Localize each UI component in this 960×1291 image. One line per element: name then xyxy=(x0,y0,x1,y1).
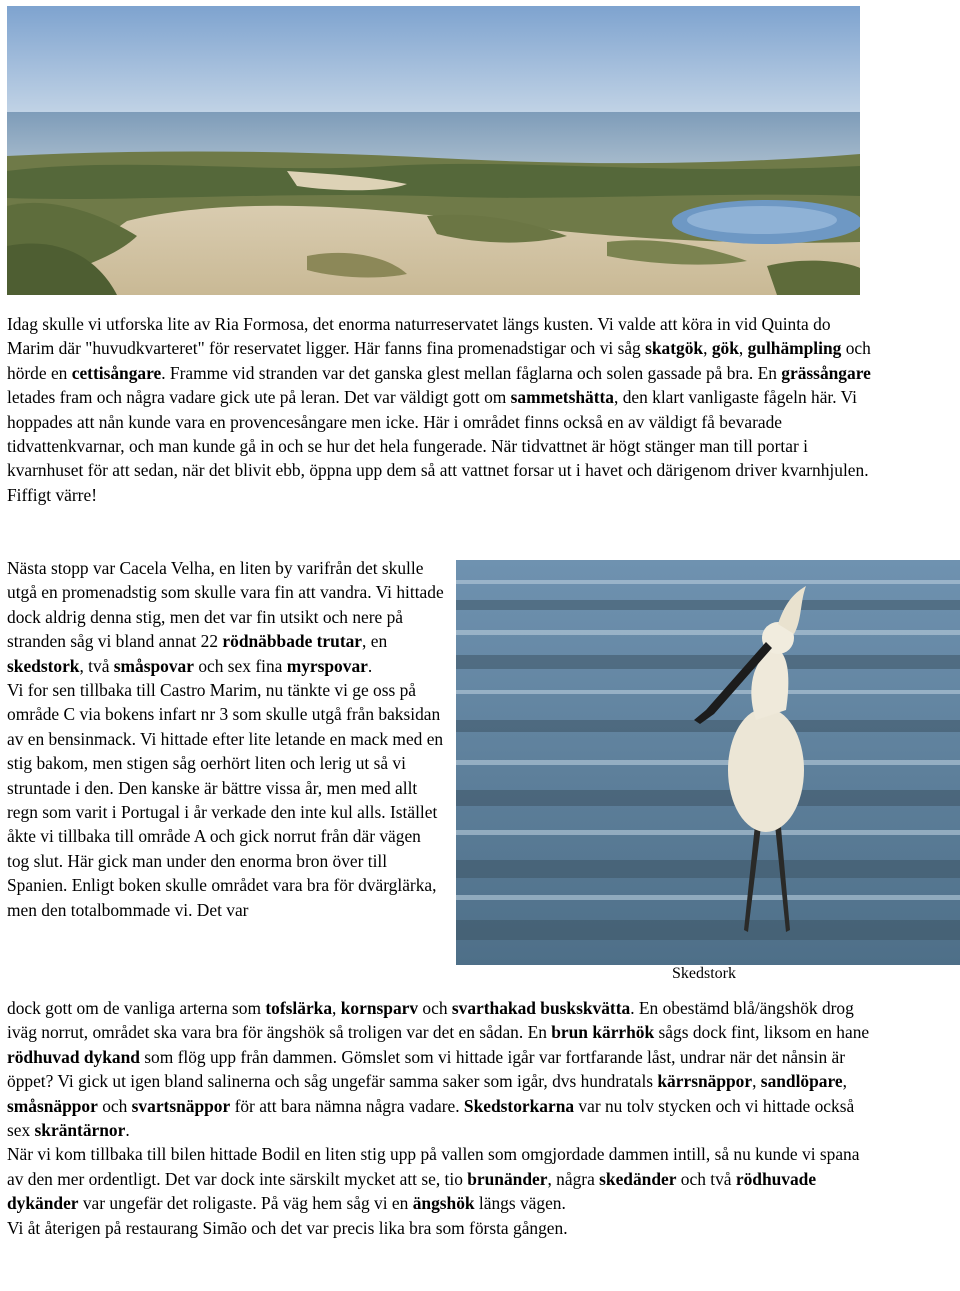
bird-species-name: sandlöpare xyxy=(760,1071,843,1092)
bird-species-name: rödhuvad dykand xyxy=(7,1046,140,1067)
paragraph-quinta-do-marim xyxy=(7,312,877,507)
bird-species-name: brunänder xyxy=(467,1168,548,1189)
bird-species-name: skräntärnor xyxy=(34,1120,126,1141)
text-run: , xyxy=(738,338,748,359)
bird-species-name: rödhuvade dykänder xyxy=(7,1168,817,1214)
text-run: dock gott om de vanliga arterna som xyxy=(7,998,266,1018)
bird-species-name: sammetshätta xyxy=(510,387,614,408)
text-run: och hörde en xyxy=(7,338,871,383)
bird-species-name: skatgök xyxy=(645,338,704,359)
text-run: När vi kom tillbaka till bilen hittade Bodil en liten stig upp på vallen som omgjordade dammen intill, så nu kunde vi spana av den mer ordentligt. Det var dock inte särskilt mycket att se, tio xyxy=(7,1144,860,1189)
text-run: för att bara nämna några vadare. xyxy=(230,1095,464,1116)
text-run: , xyxy=(752,1071,761,1092)
bird-species-name: svarthakad buskskvätta xyxy=(451,998,631,1018)
text-run: , xyxy=(842,1071,847,1092)
text-run: , några xyxy=(547,1168,600,1189)
bird-species-name: skedstork xyxy=(7,655,80,676)
text-run: , xyxy=(332,998,341,1018)
text-run: sågs dock fint, liksom en hane xyxy=(654,1022,870,1043)
paragraph-cacela-velha xyxy=(7,556,445,922)
text-run: , två xyxy=(79,655,114,676)
text-run: . xyxy=(367,655,373,676)
landscape-photo xyxy=(7,6,860,295)
bird-species-name: tofslärka xyxy=(265,998,333,1018)
text-run: Nästa stopp var Cacela Velha, en liten by varifrån det skulle utgå en promenadstig som skulle vara fin att vandra. Vi hittade dock aldrig denna stig, men det var fin utsikt och nere på stranden såg vi bland annat 22 xyxy=(7,558,444,652)
text-run: och två xyxy=(676,1168,736,1189)
bird-species-name: grässångare xyxy=(781,362,871,383)
bird-species-name: svartsnäppor xyxy=(131,1095,231,1116)
bird-species-name: myrspovar xyxy=(286,655,368,676)
paragraph-castro-marim xyxy=(7,996,877,1240)
text-run: längs vägen. xyxy=(474,1193,566,1214)
bird-species-name: ängshök xyxy=(412,1193,475,1214)
text-run: Vi for sen tillbaka till Castro Marim, nu tänkte vi ge oss på område C via bokens infart nr 3 som skulle utgå från baksidan av en bensinmack. Vi hittade efter lite letande en mack med en stig bakom, men stigen såg oerhört liten och lerig ut så vi struntade i den. Den kanske är bättre vissa år, men med allt regn som varit i Portugal i år verkade den inte kul alls. Istället åkte vi tillbaka till område A och gick norrut från där vägen tog slut. Här gick man under den enorma bron över till Spanien. Enligt boken skulle området vara bra för dvärglärka, men den totalbommade vi. Det var xyxy=(7,680,444,920)
text-run: och xyxy=(418,998,452,1018)
bird-species-name: gulhämpling xyxy=(747,338,842,359)
text-run: . En obestämd blå/ängshök drog iväg norrut, området ska vara bra för ängshök så troligen var det en sådan. En xyxy=(7,998,854,1043)
text-run: . Framme vid stranden var det ganska glest mellan fåglarna och solen gassade på bra. En xyxy=(161,362,782,383)
text-run: och xyxy=(97,1095,132,1116)
text-run: , xyxy=(703,338,712,359)
bird-species-name: Skedstorkarna xyxy=(463,1095,575,1116)
bird-species-name: småsnäppor xyxy=(7,1095,98,1116)
text-run: , den klart vanligaste fågeln här. Vi hoppades att nån kunde vara en provencesångare men icke. Här i området finns också en av väldigt få bevarade tidvattenkvarnar, och man kunde gå in och se hur det hela fungerade. När tidvattnet är högt stänger man till portar i kvarnhuset för att sedan, när det blivit ebb, öppna upp dem så att vattnet forsar ut i havet och därigenom driver kvarnhjulen. Fiffigt värre! xyxy=(7,387,869,505)
text-run: och sex fina xyxy=(193,655,287,676)
bird-species-name: gök xyxy=(711,338,739,359)
text-run: var ungefär det roligaste. På väg hem såg vi en xyxy=(78,1193,413,1214)
text-run: Idag skulle vi utforska lite av Ria Formosa, det enorma naturreservatet längs kusten. Vi valde att köra in vid Quinta do Marim där "huvudkvarteret" för reservatet ligger. Här fanns fina promenadstigar och vi såg xyxy=(7,314,831,359)
text-run: var nu tolv stycken och vi hittade också sex xyxy=(7,1095,855,1141)
spoonbill-photo xyxy=(456,560,960,965)
bird-species-name: brun kärrhök xyxy=(551,1022,655,1043)
text-run: som flög upp från dammen. Gömslet som vi hittade igår var fortfarande låst, undrar när det nånsin är öppet? Vi gick ut igen bland salinerna och såg ungefär samma saker som igår, dvs hundratals xyxy=(7,1046,845,1092)
bird-species-name: skedänder xyxy=(599,1168,677,1189)
bird-species-name: kärrsnäppor xyxy=(657,1071,753,1092)
text-run: , en xyxy=(362,631,388,652)
text-run: Vi åt återigen på restaurang Simão och det var precis lika bra som första gången. xyxy=(7,1217,568,1238)
bird-species-name: småspovar xyxy=(113,655,194,676)
bird-species-name: cettisångare xyxy=(71,362,162,383)
bird-species-name: rödnäbbade trutar xyxy=(222,631,363,652)
text-run: . xyxy=(125,1120,130,1141)
text-run: letades fram och några vadare gick ute på leran. Det var väldigt gott om xyxy=(7,387,511,408)
photo-caption: Skedstork xyxy=(672,965,736,982)
spoonbill-figure xyxy=(456,560,960,988)
bird-species-name: kornsparv xyxy=(340,998,419,1018)
